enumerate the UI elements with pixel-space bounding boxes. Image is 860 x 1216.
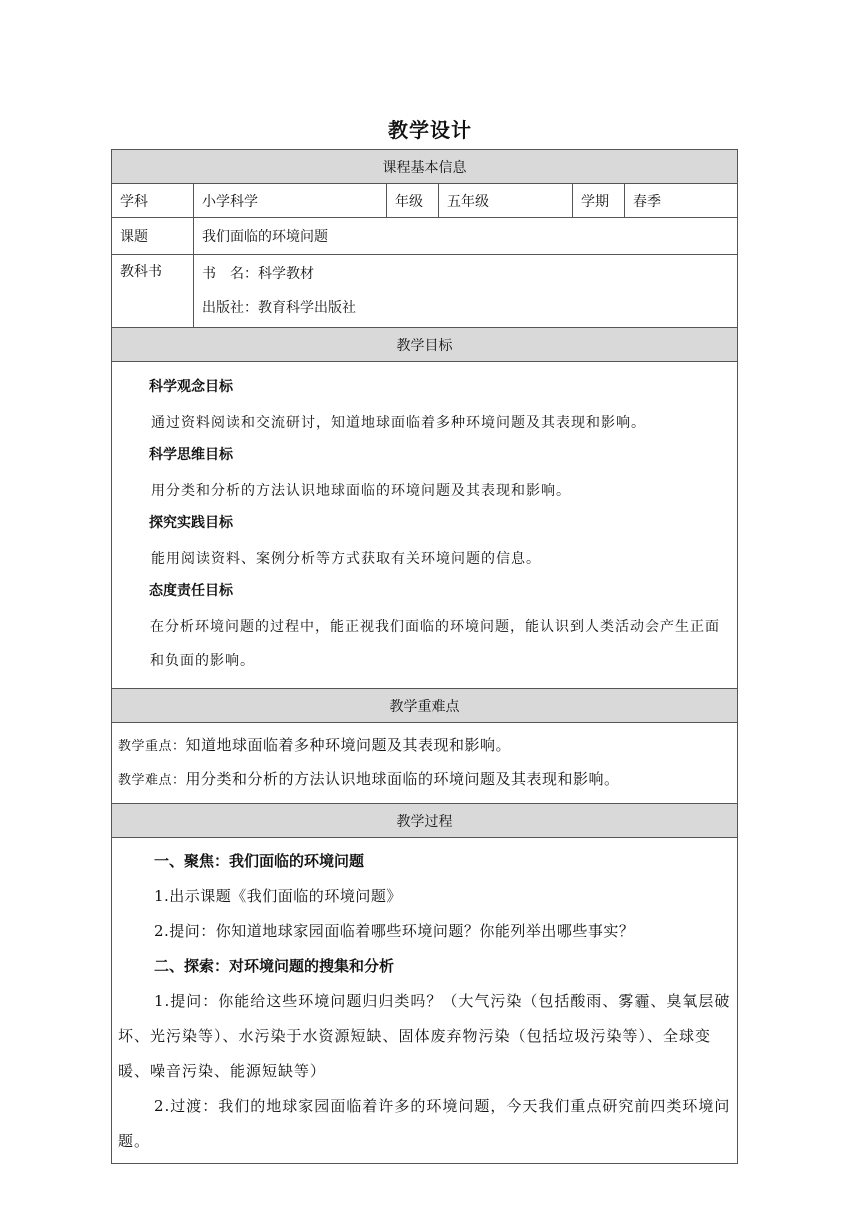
objective-text: 用分类和分析的方法认识地球面临的环境问题及其表现和影响。 [151, 483, 571, 499]
process-item: 2.过渡：我们的地球家园面临着许多的环境问题，今天我们重点研究前四类环境问题。 [118, 1097, 731, 1150]
process-item: 1.提问：你能给这些环境问题归归类吗？（大气污染（包括酸雨、雾霾、臭氧层破坏、光污染等）、水污染于水资源短缺、固体废弃物污染（包括垃圾污染等）、全球变暖、噪音污染、能源短缺等） [118, 992, 731, 1080]
objective-title: 科学思维目标 [149, 447, 233, 463]
objective-title: 探究实践目标 [149, 515, 233, 531]
publisher: 出版社：教育科学出版社 [202, 300, 356, 316]
difficulty-label: 教学难点： [118, 773, 186, 788]
objective-text: 能用阅读资料、案例分析等方式获取有关环境问题的信息。 [151, 551, 541, 567]
section-title: 二、探索：对环境问题的搜集和分析 [154, 957, 395, 975]
key-points-header: 教学重难点 [112, 689, 738, 723]
process-section [112, 838, 738, 1164]
lesson-plan-table [111, 149, 738, 1164]
document-title: 教学设计 [388, 118, 472, 142]
topic-value: 我们面临的环境问题 [194, 218, 738, 255]
book-name: 书 名：科学教材 [202, 266, 314, 282]
subject-value: 小学科学 [194, 184, 387, 218]
objective-text: 在分析环境问题的过程中，能正视我们面临的环境问题，能认识到人类活动会产生正面和负面的影响。 [150, 619, 720, 669]
key-points-section [112, 723, 738, 804]
focus-text: 知道地球面临着多种环境问题及其表现和影响。 [185, 736, 512, 754]
teaching-focus [118, 729, 731, 763]
process-item: 1.出示课题《我们面临的环境问题》 [154, 887, 402, 905]
objective-text: 通过资料阅读和交流研讨，知道地球面临着多种环境问题及其表现和影响。 [151, 415, 646, 431]
section-title: 一、聚焦：我们面临的环境问题 [154, 852, 365, 870]
topic-label: 课题 [112, 218, 194, 255]
difficulty-text: 用分类和分析的方法认识地球面临的环境问题及其表现和影响。 [185, 770, 620, 788]
teaching-difficulty [118, 763, 731, 797]
subject-label: 学科 [112, 184, 194, 218]
objective-title: 科学观念目标 [149, 379, 233, 395]
term-value: 春季 [625, 184, 738, 218]
course-info-header: 课程基本信息 [112, 150, 738, 184]
objective-title: 态度责任目标 [149, 583, 233, 599]
grade-label: 年级 [387, 184, 439, 218]
textbook-label: 教科书 [112, 255, 194, 328]
process-item: 2.提问：你知道地球家园面临着哪些环境问题？你能列举出哪些事实？ [154, 922, 635, 940]
objectives-section [112, 362, 738, 689]
process-header: 教学过程 [112, 804, 738, 838]
grade-value: 五年级 [439, 184, 573, 218]
objectives-header: 教学目标 [112, 328, 738, 362]
term-label: 学期 [573, 184, 625, 218]
focus-label: 教学重点： [118, 739, 186, 754]
